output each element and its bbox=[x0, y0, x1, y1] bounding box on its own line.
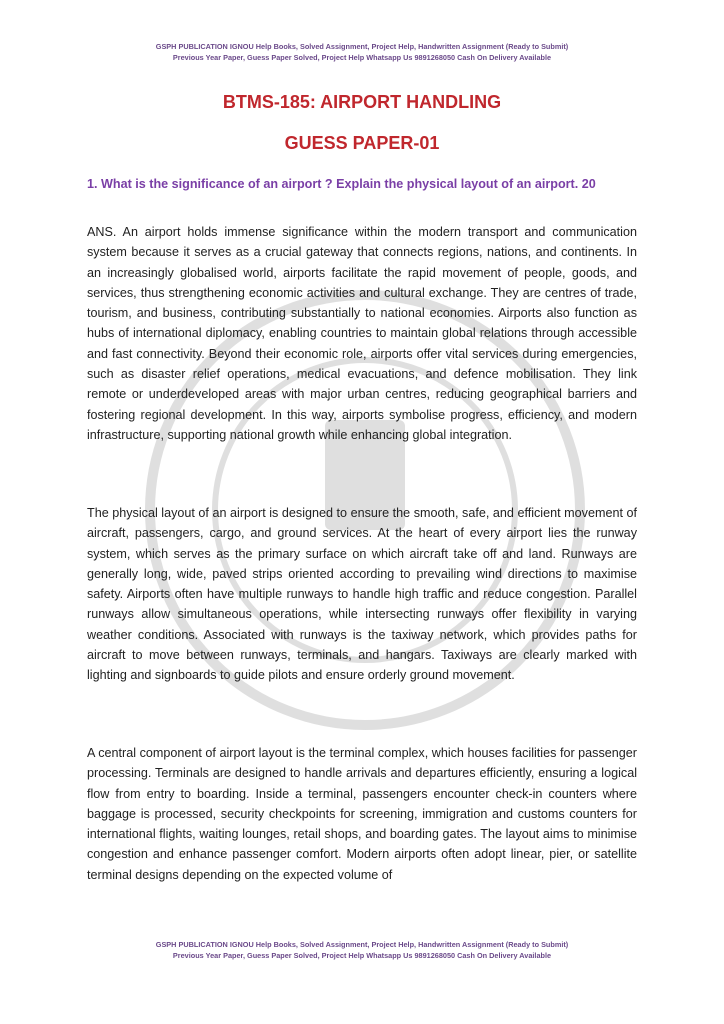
answer-paragraph-1: ANS. An airport holds immense significance within the modern transport and communication system because it serves as a crucial gateway that connects regions, nations, and continents. In an increasingly globalised world, airports facilitate the rapid movement of people, goods, and services, thus strengthening economic activities and cultural exchange. They are centres of trade, tourism, and business, contributing substantially to national economies. Airports also function as hubs of international diplomacy, enabling countries to maintain global relations through accessible and fast connectivity. Beyond their economic role, airports offer vital services during emergencies, such as disaster relief operations, medical evacuations, and defence mobilisation. They link remote or underdeveloped areas with major urban centres, reducing geographical barriers and fostering regional development. In this way, airports symbolise progress, efficiency, and modern infrastructure, supporting national growth while enhancing global integration. bbox=[87, 225, 637, 442]
answer-paragraph-2: The physical layout of an airport is designed to ensure the smooth, safe, and efficient movement of aircraft, passengers, cargo, and ground services. At the heart of every airport lies the runway system, which serves as the primary surface on which aircraft take off and land. Runways are generally long, wide, paved strips oriented according to prevailing wind directions to maximise safety. Airports often have multiple runways to handle high traffic and reduce congestion. Parallel runways allow simultaneous operations, while intersecting runways offer flexibility in varying weather conditions. Associated with runways is the taxiway network, which provides paths for aircraft to move between runways, terminals, and hangars. Taxiways are clearly marked with lighting and signboards to guide pilots and ensure orderly ground movement. bbox=[87, 506, 637, 683]
paper-title: GUESS PAPER-01 bbox=[284, 133, 440, 153]
footer-line-1: GSPH PUBLICATION IGNOU Help Books, Solved Assignment, Project Help, Handwritten Assignment (Ready to Submit) bbox=[155, 940, 569, 949]
page-footer bbox=[0, 939, 724, 961]
question-heading: 1. What is the significance of an airport ? Explain the physical layout of an airport. 20 bbox=[87, 177, 596, 191]
answer-paragraph-3: A central component of airport layout is the terminal complex, which houses facilities for passenger processing. Terminals are designed to handle arrivals and departures efficiently, ensuring a logical flow from entry to boarding. Inside a terminal, passengers encounter check-in counters where baggage is processed, security checkpoints for screening, immigration and customs counters for international flights, waiting lounges, retail shops, and boarding gates. The layout aims to minimise congestion and enhance passenger comfort. Modern airports often adopt linear, pier, or satellite terminal designs depending on the expected volume of bbox=[87, 746, 637, 882]
page-header bbox=[0, 41, 724, 63]
footer-line-2: Previous Year Paper, Guess Paper Solved, Project Help Whatsapp Us 9891268050 Cash On Delivery Available bbox=[172, 951, 552, 960]
header-line-1: GSPH PUBLICATION IGNOU Help Books, Solved Assignment, Project Help, Handwritten Assignment (Ready to Submit) bbox=[155, 42, 569, 51]
header-line-2: Previous Year Paper, Guess Paper Solved, Project Help Whatsapp Us 9891268050 Cash On Delivery Available bbox=[172, 53, 552, 62]
course-title: BTMS-185: AIRPORT HANDLING bbox=[222, 92, 502, 112]
